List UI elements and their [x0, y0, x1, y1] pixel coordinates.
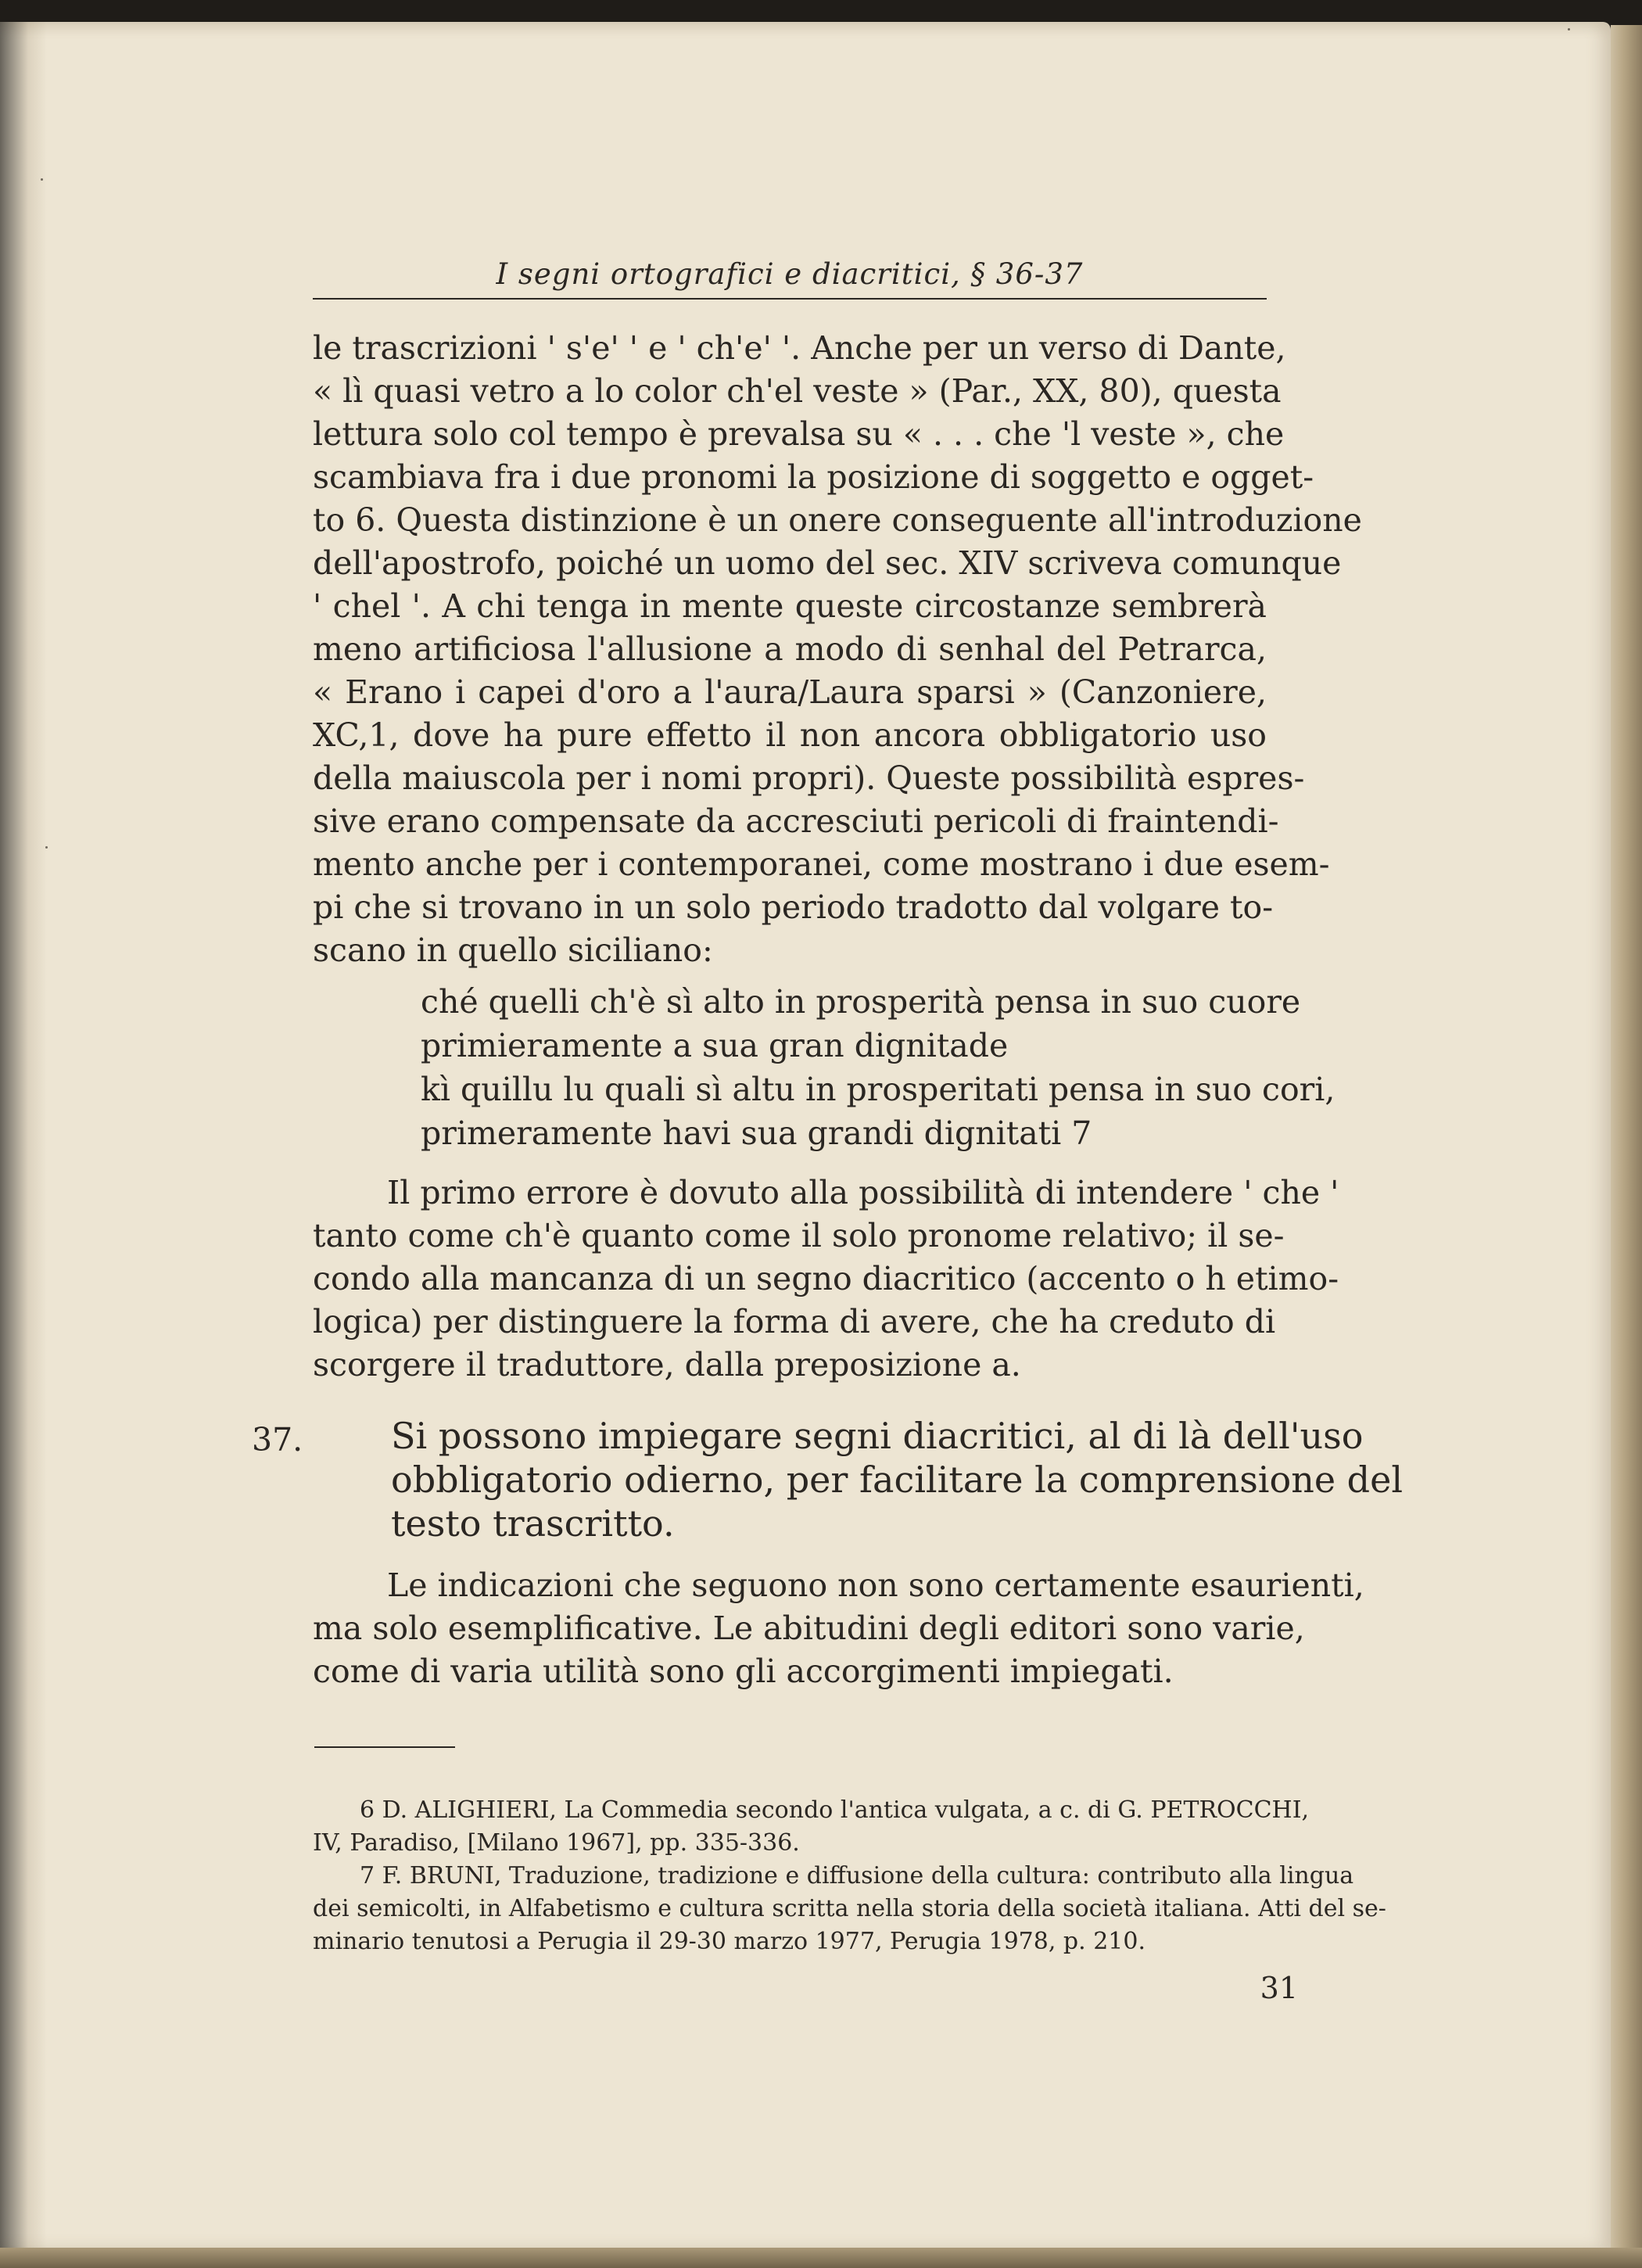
text-line: le trascrizioni ' s'e' ' e ' ch'e' '. Anche per un verso di Dante, [313, 329, 1286, 367]
paragraph-2 [313, 1172, 1339, 1387]
text-line: XC,1, dove ha pure effetto il non ancora obbligatorio uso [313, 716, 1267, 754]
section-line: Si possono impiegare segni diacritici, al di là dell'uso [391, 1415, 1364, 1457]
text-line: ma solo esemplificative. Le abitudini degli editori sono varie, [313, 1609, 1305, 1647]
quote-line: primieramente a sua gran dignitade [421, 1027, 1009, 1064]
section-line: testo trascritto. [391, 1502, 675, 1545]
text-line: mento anche per i contemporanei, come mostrano i due esem- [313, 845, 1330, 883]
text-line: lettura solo col tempo è prevalsa su « . . . che 'l veste », che [313, 415, 1285, 453]
footnote-line: minario tenutosi a Perugia il 29-30 marzo 1977, Perugia 1978, p. 210. [313, 1928, 1145, 1955]
text-line: come di varia utilità sono gli accorgimenti impiegati. [313, 1653, 1174, 1690]
quote-line: kì quillu lu quali sì altu in prosperitati pensa in suo cori, [421, 1071, 1335, 1108]
quote-line: ché quelli ch'è sì alto in prosperità pensa in suo cuore [421, 983, 1301, 1021]
section-line: obbligatorio odierno, per facilitare la comprensione del [391, 1459, 1404, 1501]
text-line: meno artificiosa l'allusione a modo di senhal del Petrarca, [313, 630, 1267, 668]
text-line: pi che si trovano in un solo periodo tradotto dal volgare to- [313, 888, 1274, 926]
text-line: dell'apostrofo, poiché un uomo del sec. XIV scriveva comunque [313, 544, 1342, 582]
footnote-line: IV, Paradiso, [Milano 1967], pp. 335-336. [313, 1829, 800, 1857]
text-line: scambiava fra i due pronomi la posizione di soggetto e ogget- [313, 458, 1314, 496]
page-edge-right [1611, 25, 1642, 2262]
text-line: to 6. Questa distinzione è un onere conseguente all'introduzione [313, 501, 1362, 539]
page-number: 31 [1260, 1971, 1298, 2005]
text-line: ' chel '. A chi tenga in mente queste circostanze sembrerà [313, 587, 1267, 625]
text-line: Le indicazioni che seguono non sono certamente esaurienti, [387, 1566, 1364, 1604]
header-rule [313, 298, 1267, 300]
scan-speck [1568, 28, 1570, 31]
text-line: tanto come ch'è quanto come il solo pronome relativo; il se- [313, 1217, 1285, 1254]
main-paragraph [313, 327, 1362, 972]
page-edge-bottom [0, 2248, 1642, 2268]
footnote-rule [314, 1746, 455, 1748]
footnotes [313, 1794, 1386, 1958]
text-line: sive erano compensate da accresciuti pericoli di fraintendi- [313, 802, 1279, 840]
paragraph-3 [313, 1564, 1364, 1693]
spine-shadow [0, 22, 47, 2248]
text-line: « lì quasi vetro a lo color ch'el veste » (Par., XX, 80), questa [313, 372, 1282, 410]
text-line: scano in quello siciliano: [313, 931, 713, 969]
text-line: della maiuscola per i nomi propri). Queste possibilità espres- [313, 759, 1305, 797]
running-header: I segni ortografici e diacritici, § 36-37 [496, 257, 1084, 291]
block-quote [421, 980, 1335, 1155]
text-line: logica) per distinguere la forma di avere, che ha creduto di [313, 1303, 1276, 1340]
section-number: 37. [252, 1421, 303, 1459]
text-line: condo alla mancanza di un segno diacritico (accento o h etimo- [313, 1260, 1339, 1297]
footnote-line: 6 D. ALIGHIERI, La Commedia secondo l'antica vulgata, a c. di G. PETROCCHI, [360, 1796, 1310, 1824]
scan-speck [41, 178, 43, 181]
footnote-line: dei semicolti, in Alfabetismo e cultura scritta nella storia della società italiana. Atti del se- [313, 1895, 1386, 1922]
section-heading [391, 1414, 1404, 1545]
footnote-line: 7 F. BRUNI, Traduzione, tradizione e diffusione della cultura: contributo alla lingua [360, 1862, 1354, 1889]
scan-speck [45, 846, 48, 849]
text-line: scorgere il traduttore, dalla preposizione a. [313, 1346, 1021, 1383]
text-line: « Erano i capei d'oro a l'aura/Laura sparsi » (Canzoniere, [313, 673, 1267, 711]
quote-line: primeramente havi sua grandi dignitati 7 [421, 1114, 1092, 1152]
text-line: Il primo errore è dovuto alla possibilità di intendere ' che ' [387, 1174, 1339, 1211]
